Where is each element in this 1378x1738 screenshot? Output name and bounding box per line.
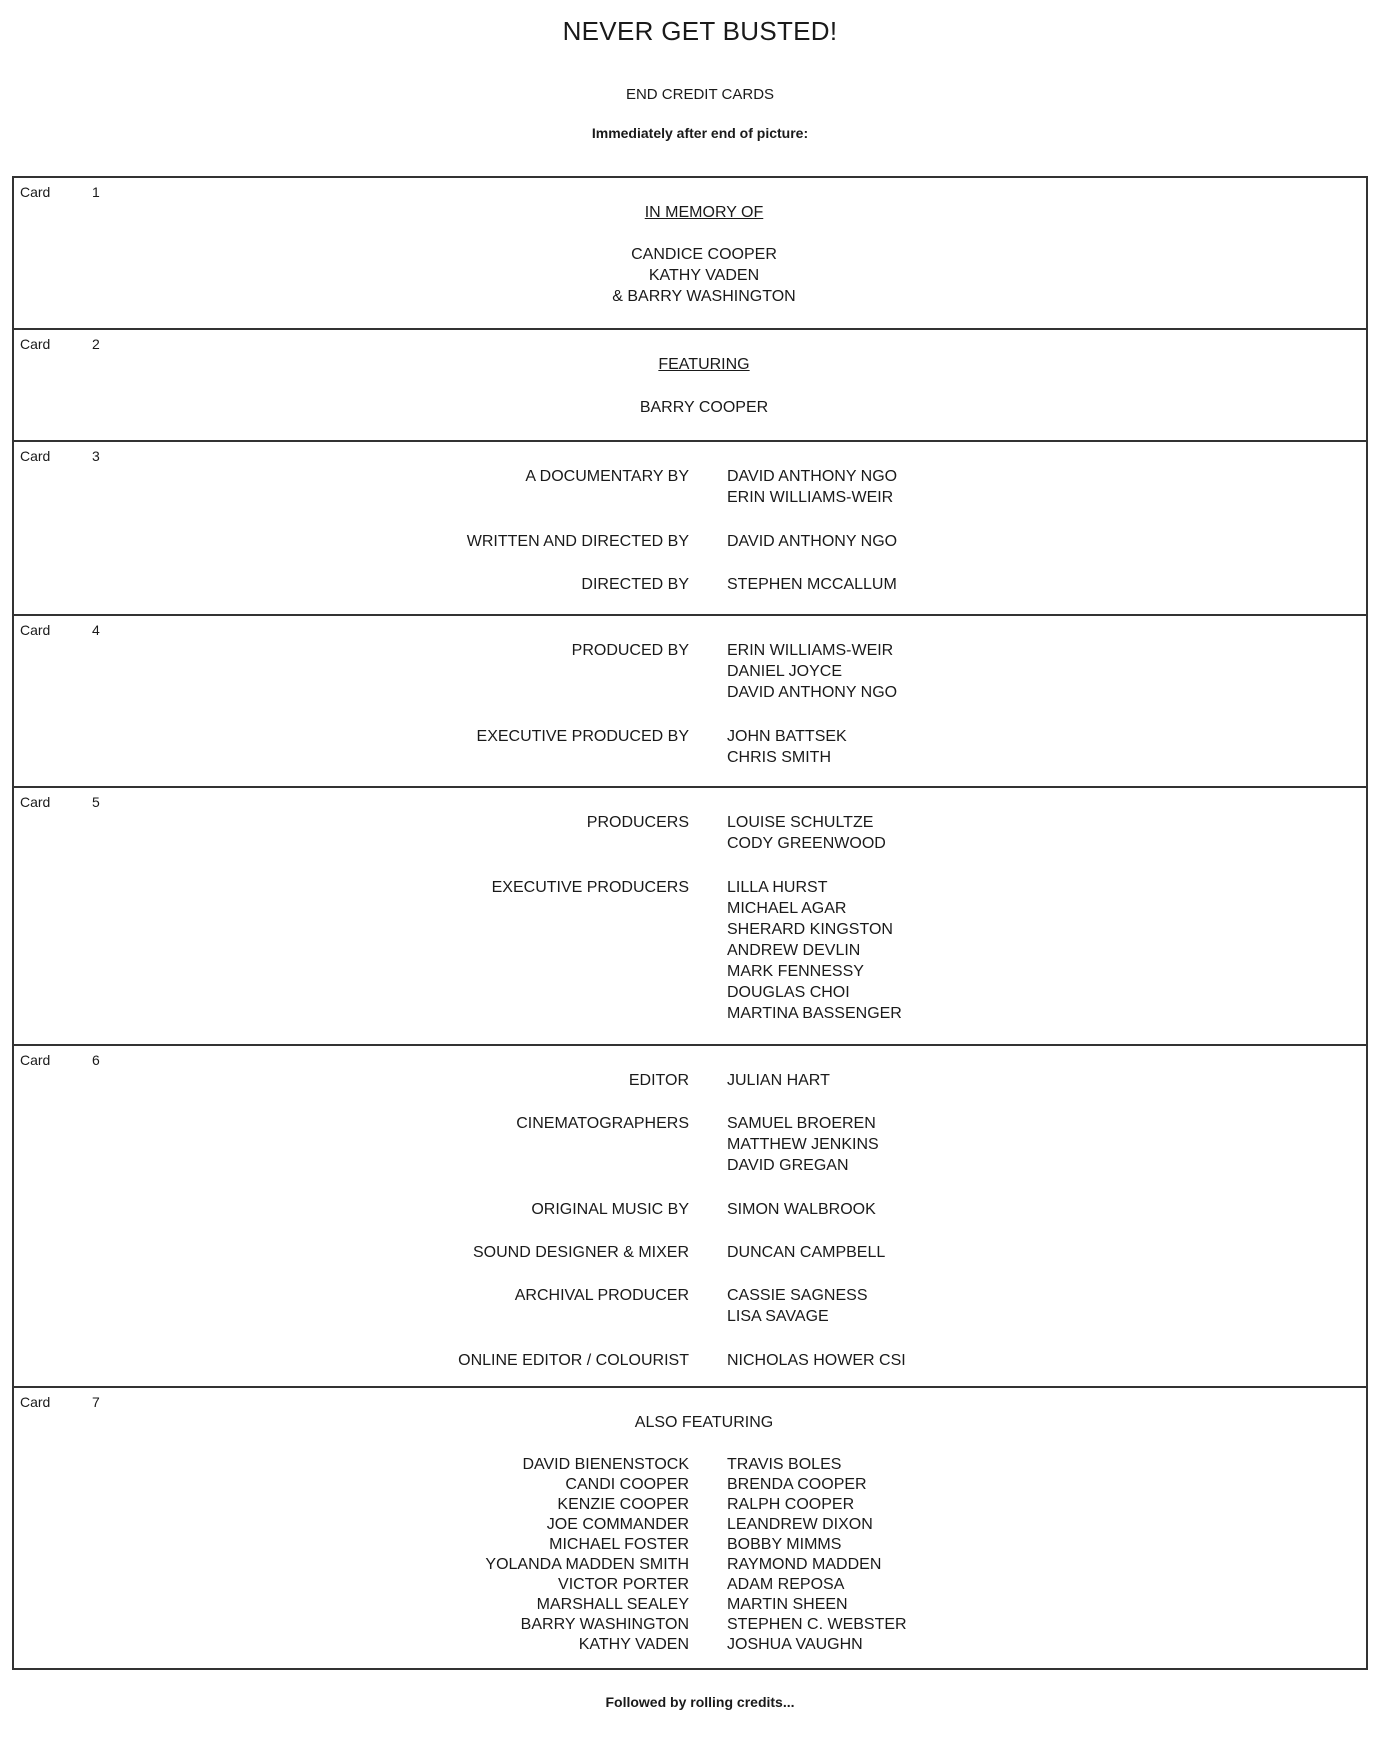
credit-names: LOUISE SCHULTZE CODY GREENWOOD [727, 814, 886, 852]
document-title: NEVER GET BUSTED! [562, 16, 838, 46]
credit-role: DIRECTED BY [581, 576, 689, 593]
credit-role: A DOCUMENTARY BY [525, 468, 689, 485]
card-4 [14, 614, 1366, 786]
credit-cards-table [12, 176, 1368, 1670]
cast-member: MICHAEL FOSTER [549, 1536, 689, 1553]
featured-name: BARRY COOPER [639, 399, 769, 416]
cast-member: DAVID BIENENSTOCK [522, 1456, 689, 1473]
card-lines [14, 244, 1378, 307]
cast-list-right [727, 1455, 907, 1655]
card-number: 2 [92, 336, 100, 352]
credit-role: EXECUTIVE PRODUCED BY [476, 728, 689, 745]
card-label: Card [20, 622, 51, 638]
card-5 [14, 786, 1366, 1044]
document-subtitle: END CREDIT CARDS [625, 86, 775, 103]
memorial-name: & BARRY WASHINGTON [612, 288, 796, 305]
credit-names: SAMUEL BROEREN MATTHEW JENKINS DAVID GREGAN [727, 1115, 879, 1174]
credit-role: EDITOR [628, 1072, 689, 1089]
cast-member: MARTIN SHEEN [727, 1596, 848, 1613]
credit-names: LILLA HURST MICHAEL AGAR SHERARD KINGSTON ANDREW DEVLIN MARK FENNESSY DOUGLAS CHOI MARTINA BASSENGER [727, 879, 902, 1022]
card-7 [14, 1386, 1366, 1668]
credit-role: CINEMATOGRAPHERS [516, 1115, 689, 1132]
card-label: Card [20, 184, 51, 200]
cast-member: RALPH COOPER [727, 1496, 855, 1513]
cast-list-left [485, 1455, 689, 1655]
card-number: 6 [92, 1052, 100, 1068]
card-heading: IN MEMORY OF [644, 204, 764, 221]
cast-member: ADAM REPOSA [727, 1576, 845, 1593]
card-number: 7 [92, 1394, 100, 1410]
credit-names: SIMON WALBROOK [727, 1201, 876, 1218]
card-label: Card [20, 448, 51, 464]
credit-names: JOHN BATTSEK CHRIS SMITH [727, 728, 847, 766]
cast-member: LEANDREW DIXON [727, 1516, 873, 1533]
card-label: Card [20, 794, 51, 810]
credit-role: SOUND DESIGNER & MIXER [472, 1244, 689, 1261]
cast-member: BRENDA COOPER [727, 1476, 867, 1493]
cast-member: KENZIE COOPER [557, 1496, 689, 1513]
card-number: 3 [92, 448, 100, 464]
card-label: Card [20, 1052, 51, 1068]
credit-names: DAVID ANTHONY NGO [727, 533, 898, 550]
credit-names: STEPHEN MCCALLUM [727, 576, 897, 593]
card-heading: FEATURING [658, 356, 750, 373]
cast-member: STEPHEN C. WEBSTER [727, 1616, 907, 1633]
cast-member: RAYMOND MADDEN [727, 1556, 882, 1573]
cast-member: YOLANDA MADDEN SMITH [485, 1556, 689, 1573]
credit-names: DAVID ANTHONY NGO ERIN WILLIAMS-WEIR [727, 468, 898, 506]
card-number: 1 [92, 184, 100, 200]
card-1 [14, 178, 1366, 328]
card-3 [14, 440, 1366, 614]
rolling-credits-note: Followed by rolling credits... [605, 1694, 795, 1710]
credit-role: WRITTEN AND DIRECTED BY [466, 533, 689, 550]
credit-names: CASSIE SAGNESS LISA SAVAGE [727, 1287, 868, 1325]
card-6 [14, 1044, 1366, 1386]
memorial-name: KATHY VADEN [648, 267, 760, 284]
credit-role: PRODUCED BY [571, 642, 689, 659]
credit-role: ONLINE EDITOR / COLOURIST [458, 1352, 689, 1369]
credit-role: ORIGINAL MUSIC BY [531, 1201, 689, 1218]
cast-member: CANDI COOPER [565, 1476, 689, 1493]
cast-member: JOE COMMANDER [546, 1516, 689, 1533]
card-heading: ALSO FEATURING [634, 1414, 774, 1431]
cast-member: KATHY VADEN [578, 1636, 689, 1653]
cast-member: BARRY WASHINGTON [520, 1616, 689, 1633]
placement-note: Immediately after end of picture: [591, 125, 809, 141]
credit-names: DUNCAN CAMPBELL [727, 1244, 886, 1261]
card-number: 5 [92, 794, 100, 810]
credit-role: EXECUTIVE PRODUCERS [491, 879, 689, 896]
card-label: Card [20, 1394, 51, 1410]
cast-member: MARSHALL SEALEY [536, 1596, 689, 1613]
card-label: Card [20, 336, 51, 352]
credit-names: ERIN WILLIAMS-WEIR DANIEL JOYCE DAVID ANTHONY NGO [727, 642, 898, 701]
memorial-name: CANDICE COOPER [631, 246, 777, 263]
card-2 [14, 328, 1366, 440]
cast-member: BOBBY MIMMS [727, 1536, 842, 1553]
cast-member: VICTOR PORTER [558, 1576, 689, 1593]
credit-names: JULIAN HART [727, 1072, 830, 1089]
cast-member: JOSHUA VAUGHN [727, 1636, 863, 1653]
credit-role: PRODUCERS [586, 814, 689, 831]
credit-names: NICHOLAS HOWER CSI [727, 1352, 906, 1369]
card-number: 4 [92, 622, 100, 638]
credit-role: ARCHIVAL PRODUCER [514, 1287, 689, 1304]
cast-member: TRAVIS BOLES [727, 1456, 842, 1473]
